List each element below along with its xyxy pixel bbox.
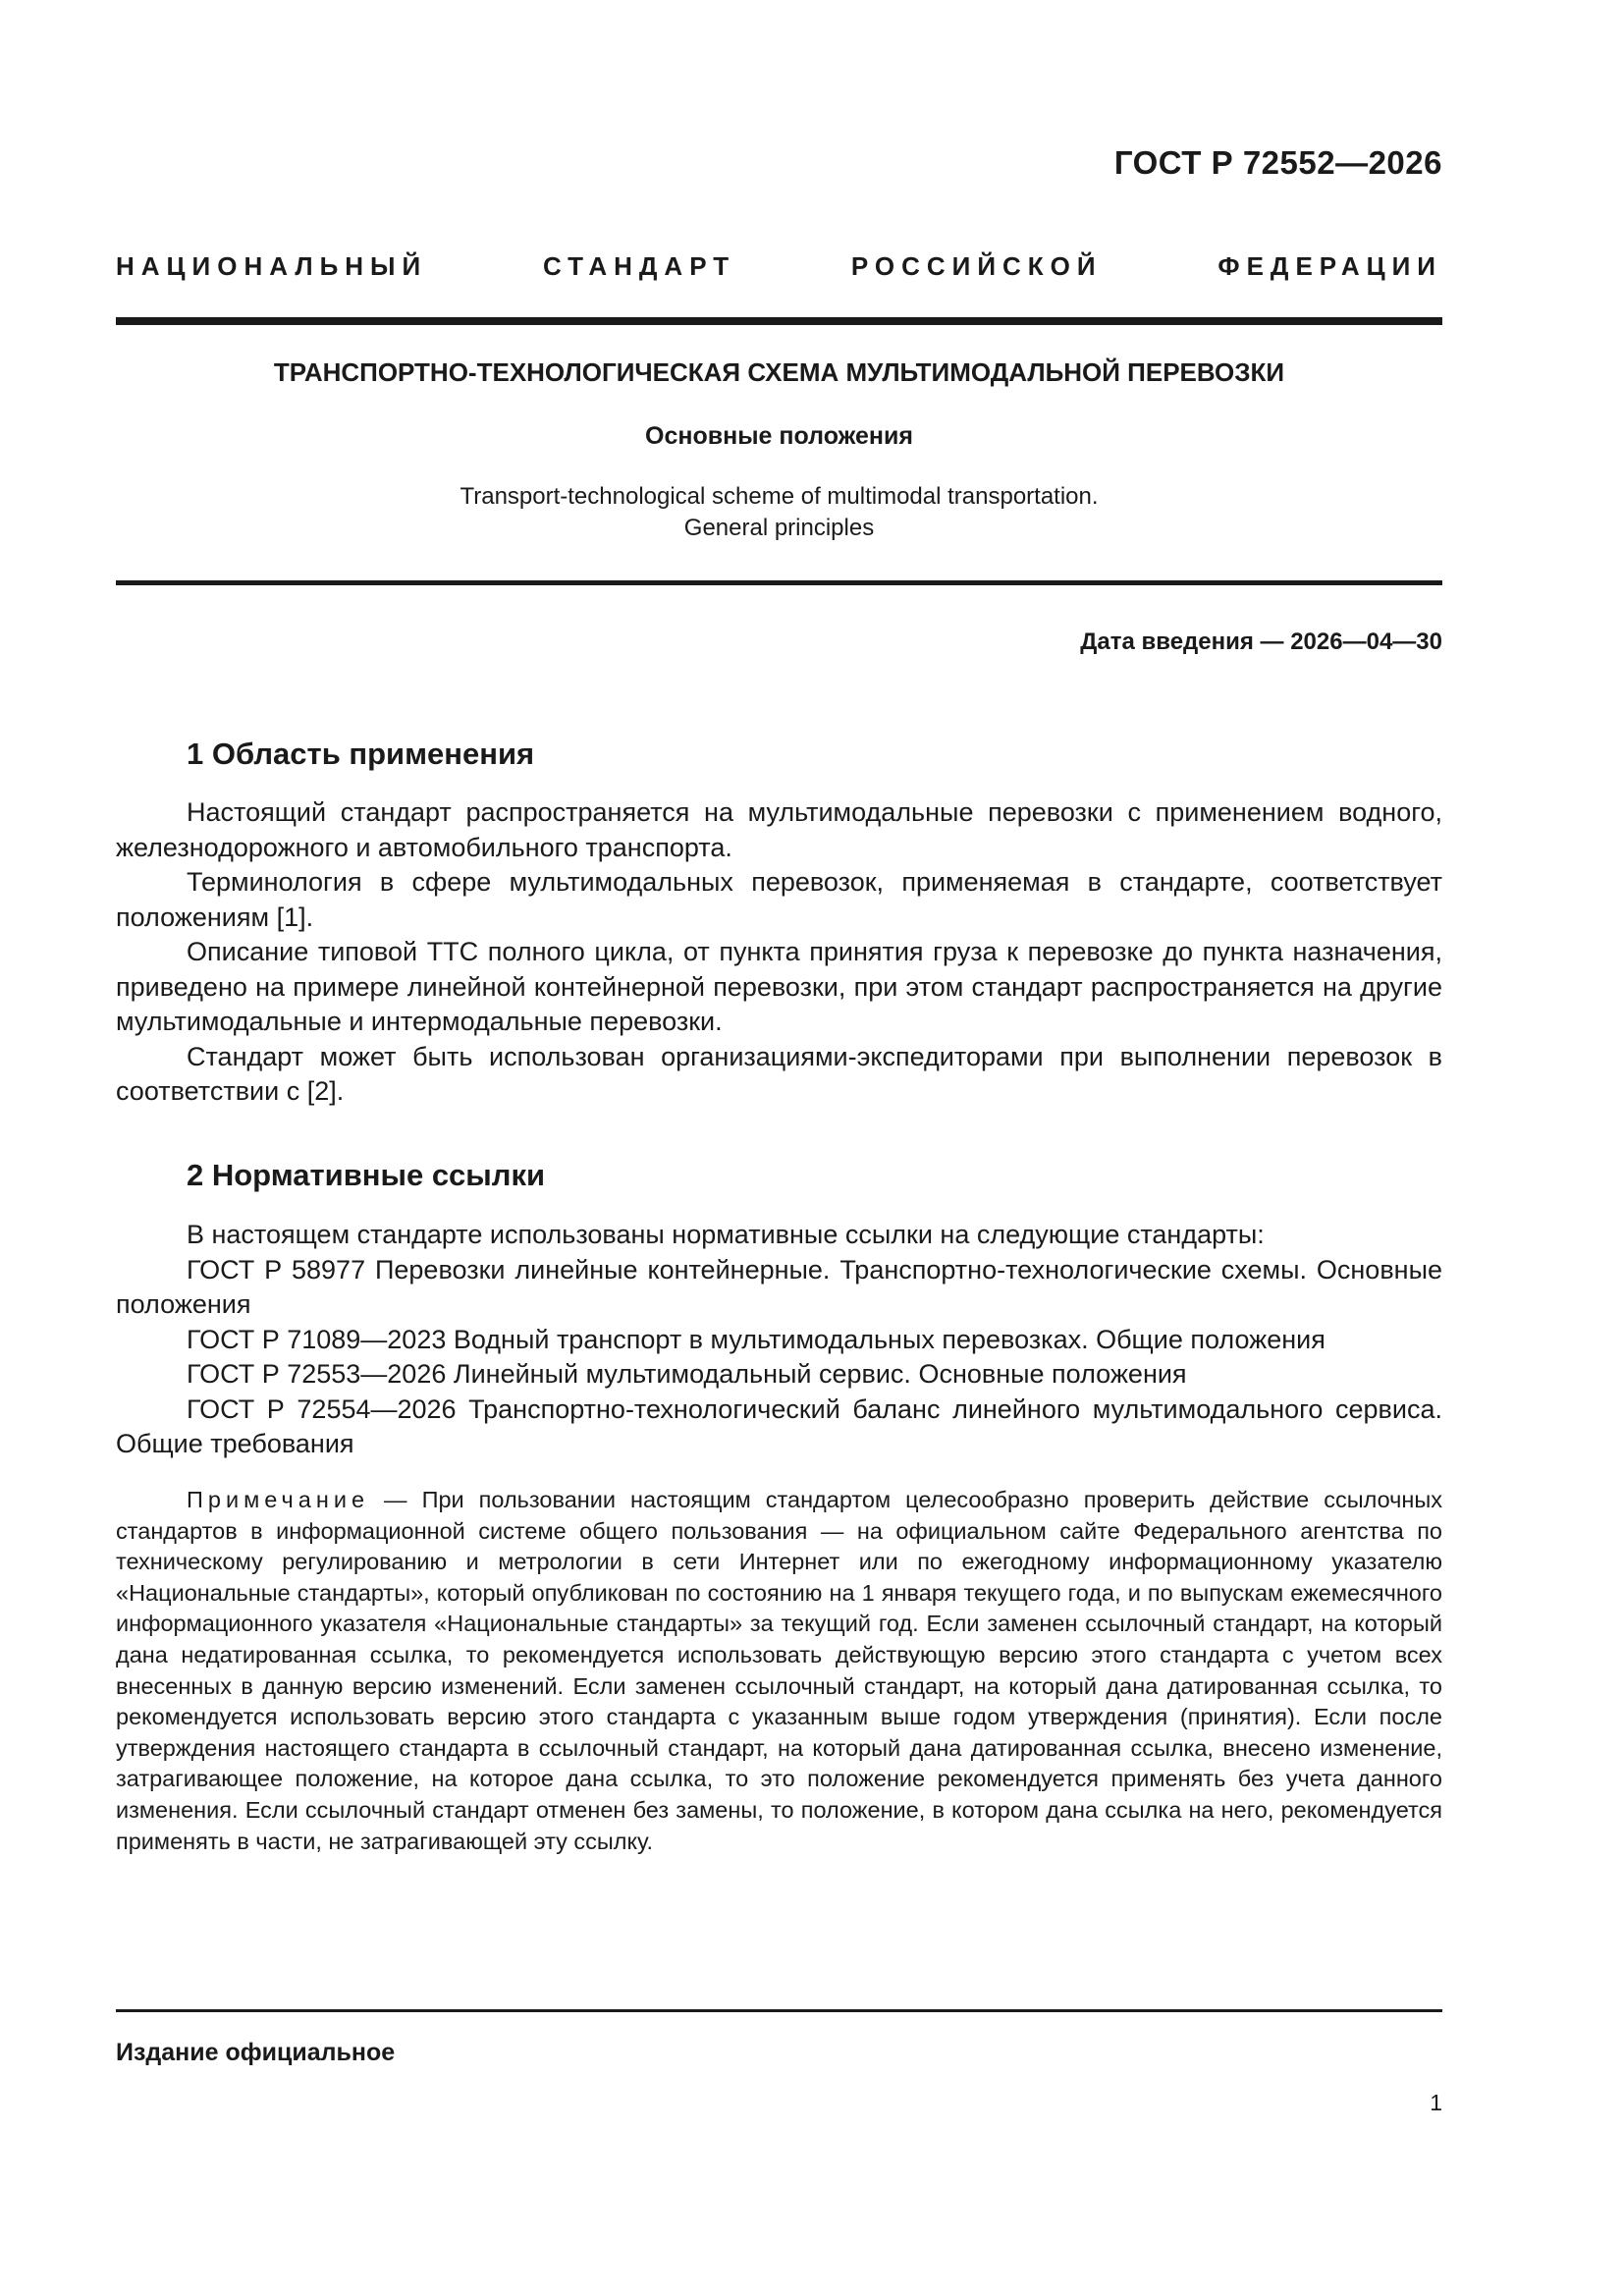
paragraph: Терминология в сфере мультимодальных перевозок, применяемая в стандарте, соответствует положениям [1]. bbox=[116, 867, 1442, 932]
reference-item: ГОСТ Р 58977 Перевозки линейные контейнерные. Транспортно-технологические схемы. Основные положения bbox=[116, 1254, 1442, 1319]
reference-item: ГОСТ Р 72554—2026 Транспортно-технологический баланс линейного мультимодального сервиса. Общие требования bbox=[116, 1394, 1442, 1458]
page-number: 1 bbox=[1430, 2090, 1442, 2115]
footer-divider bbox=[116, 2009, 1442, 2012]
section-2-heading: 2 Нормативные ссылки bbox=[187, 1158, 546, 1192]
title-divider bbox=[116, 580, 1442, 585]
paragraph: Описание типовой ТТС полного цикла, от пункта принятия груза к перевозке до пункта назначения, приведено на примере линейной контейнерной перевозки, при этом стандарт распространяется на другие мультимодальные и интермодальные перевозки. bbox=[116, 937, 1442, 1036]
english-title-line-2: General principles bbox=[683, 515, 875, 541]
section-2-body bbox=[116, 1218, 1442, 1462]
english-title bbox=[116, 481, 1442, 544]
note bbox=[116, 1485, 1442, 1857]
paragraph: Настоящий стандарт распространяется на мультимодальные перевозки с применением водного, железнодорожного и автомобильного транспорта. bbox=[116, 797, 1442, 862]
note-label: Примечание bbox=[187, 1487, 370, 1512]
english-title-line-1: Transport-technological scheme of multimodal transportation. bbox=[460, 483, 1099, 510]
header-divider bbox=[116, 317, 1442, 325]
reference-item: ГОСТ Р 71089—2023 Водный транспорт в мультимодальных перевозках. Общие положения bbox=[187, 1324, 1325, 1354]
edition-label: Издание официальное bbox=[116, 2039, 396, 2066]
note-text: — При пользовании настоящим стандартом целесообразно проверить действие ссылочных стандартов в информационной системе общего пользования — на официальном сайте Федерального агентства по техническому регулированию и метрологии в сети Интернет или по ежегодному информационному указателю «Национальные стандарты», который опубликован по состоянию на 1 января текущего года, и по выпускам ежемесячного информационного указателя «Национальные стандарты» за текущий год. Если заменен ссылочный стандарт, на который дана недатированная ссылка, то рекомендуется использовать действующую версию этого стандарта с учетом всех внесенных в данную версию изменений. Если заменен ссылочный стандарт, на который дана датированная ссылка, то рекомендуется использовать версию этого стандарта с указанным выше годом утверждения (принятия). Если после утверждения настоящего стандарта в ссылочный стандарт, на который дана датированная ссылка, внесено изменение, затрагивающее положение, на которое дана ссылка, то это положение рекомендуется применять без учета данного изменения. Если ссылочный стандарт отменен без замены, то положение, в котором дана ссылка на него, рекомендуется применять в части, не затрагивающей эту ссылку. bbox=[116, 1487, 1442, 1854]
paragraph: Стандарт может быть использован организациями-экспедиторами при выполнении перевозок в соответствии с [2]. bbox=[116, 1041, 1442, 1106]
paragraph: В настоящем стандарте использованы нормативные ссылки на следующие стандарты: bbox=[187, 1220, 1265, 1249]
national-standard-banner: НАЦИОНАЛЬНЫЙ СТАНДАРТ РОССИЙСКОЙ ФЕДЕРАЦИИ bbox=[116, 251, 1442, 281]
document-title: ТРАНСПОРТНО-ТЕХНОЛОГИЧЕСКАЯ СХЕМА МУЛЬТИМОДАЛЬНОЙ ПЕРЕВОЗКИ bbox=[273, 357, 1285, 387]
reference-item: ГОСТ Р 72553—2026 Линейный мультимодальный сервис. Основные положения bbox=[187, 1359, 1187, 1389]
document-subtitle: Основные положения bbox=[645, 422, 913, 450]
introduction-date: Дата введения — 2026—04—30 bbox=[1080, 629, 1442, 655]
standard-code: ГОСТ Р 72552—2026 bbox=[1113, 144, 1442, 181]
section-1-body bbox=[116, 795, 1442, 1110]
section-1-heading: 1 Область применения bbox=[187, 737, 535, 771]
